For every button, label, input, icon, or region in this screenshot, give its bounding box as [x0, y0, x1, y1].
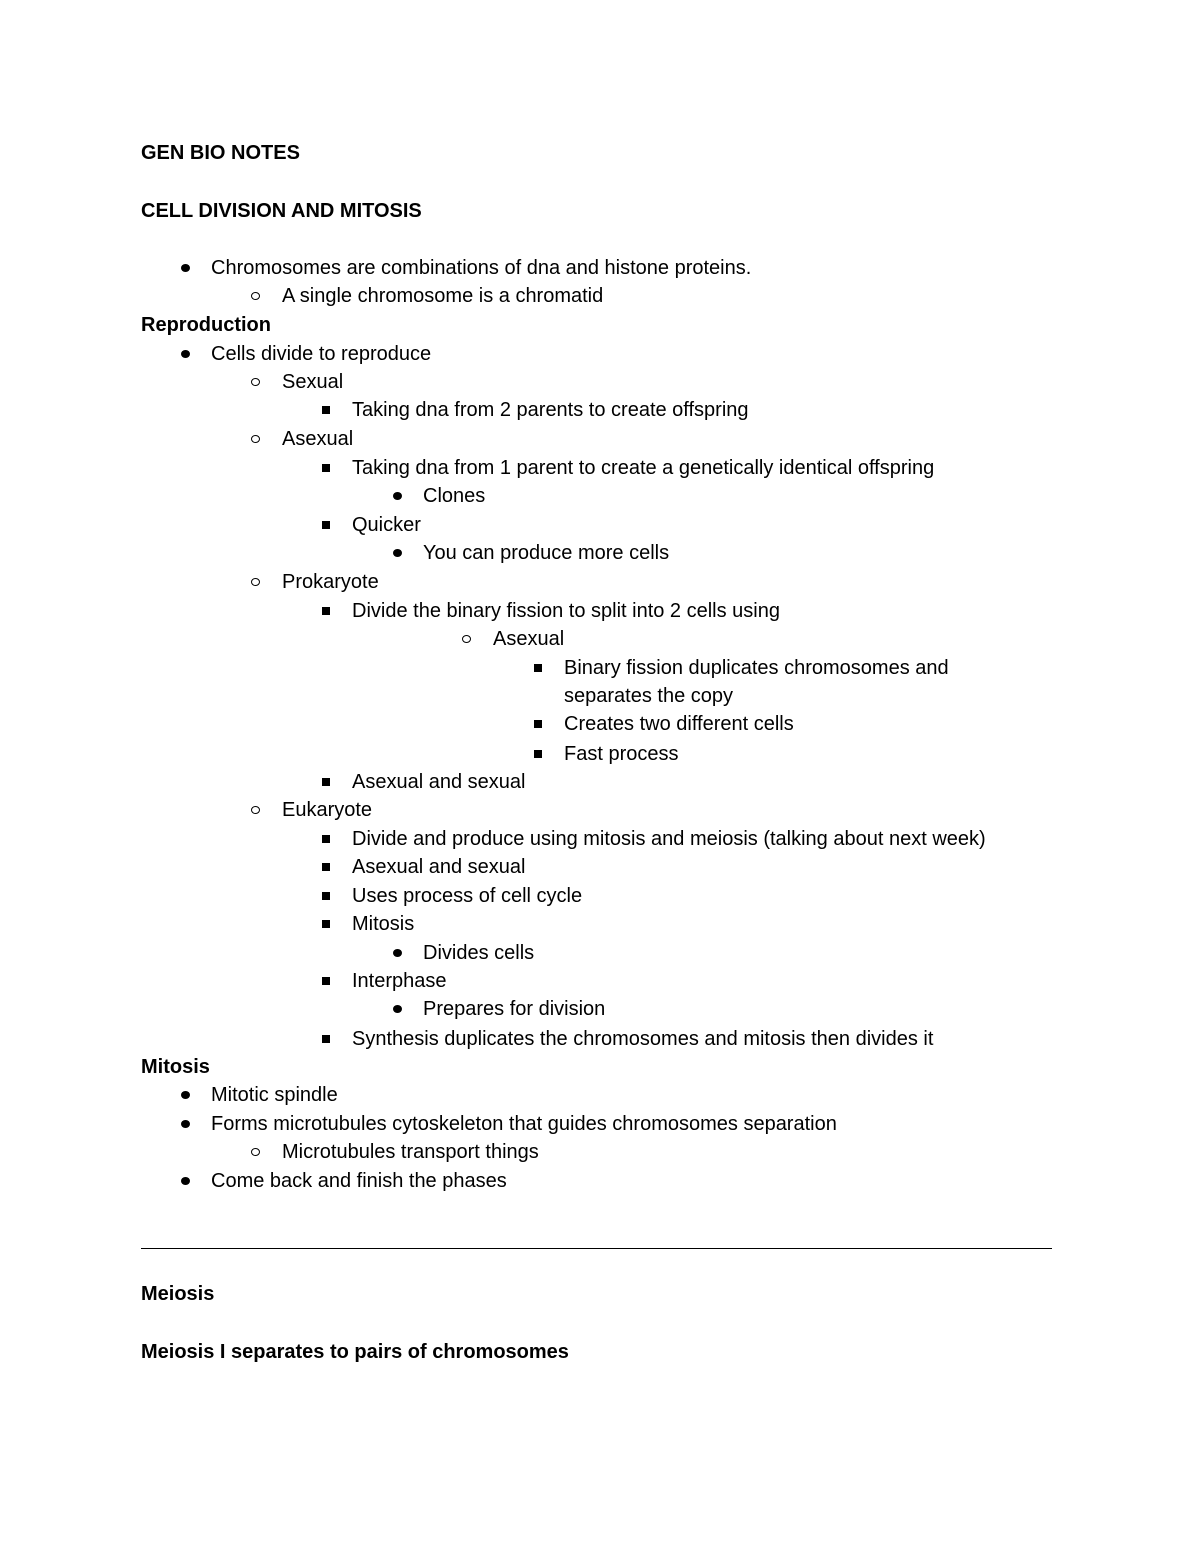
bullet-circle-icon [246, 570, 270, 594]
list-item: Forms microtubules cytoskeleton that guides chromosomes separation [211, 1112, 837, 1136]
bullet-circle-icon [457, 627, 481, 651]
list-item: Mitotic spindle [211, 1083, 338, 1107]
bullet-square-icon [528, 656, 552, 680]
list-item: You can produce more cells [423, 541, 669, 565]
list-item: Taking dna from 2 parents to create offspring [352, 398, 749, 422]
list-item: Uses process of cell cycle [352, 884, 582, 908]
bullet-square-icon [316, 969, 340, 993]
list-item: Creates two different cells [564, 712, 794, 736]
list-item: A single chromosome is a chromatid [282, 284, 603, 308]
list-item: Mitosis [352, 912, 414, 936]
list-item: Divide the binary fission to split into 2 cells using [352, 599, 780, 623]
bullet-disc-icon [175, 1112, 199, 1136]
list-item: Prepares for division [423, 997, 605, 1021]
document-title: GEN BIO NOTES [141, 142, 300, 164]
list-item: Taking dna from 1 parent to create a genetically identical offspring [352, 456, 934, 480]
bullet-disc-icon [175, 256, 199, 280]
list-item: Asexual [282, 427, 353, 451]
list-item: Chromosomes are combinations of dna and histone proteins. [211, 256, 751, 280]
list-item: Quicker [352, 513, 421, 537]
bullet-circle-icon [246, 370, 270, 394]
bullet-square-icon [316, 456, 340, 480]
list-item: Prokaryote [282, 570, 379, 594]
list-item: Asexual and sexual [352, 770, 525, 794]
bullet-square-icon [528, 712, 552, 736]
bullet-square-icon [316, 398, 340, 422]
bullet-disc-icon [175, 1083, 199, 1107]
list-item: Synthesis duplicates the chromosomes and mitosis then divides it [352, 1027, 933, 1051]
list-item: Asexual and sexual [352, 855, 525, 879]
bullet-disc-icon [175, 1169, 199, 1193]
list-item: Clones [423, 484, 485, 508]
list-item: Sexual [282, 370, 343, 394]
bullet-square-icon [316, 599, 340, 623]
bullet-circle-icon [246, 427, 270, 451]
bullet-square-icon [316, 912, 340, 936]
bullet-square-icon [316, 513, 340, 537]
bullet-disc-icon [387, 541, 411, 565]
section-heading-reproduction: Reproduction [141, 314, 271, 336]
bullet-square-icon [316, 1027, 340, 1051]
section-heading-cell-division: CELL DIVISION AND MITOSIS [141, 200, 422, 222]
list-item: Interphase [352, 969, 447, 993]
bullet-disc-icon [175, 342, 199, 366]
bullet-circle-icon [246, 1140, 270, 1164]
list-item: Divides cells [423, 941, 534, 965]
list-item: Microtubules transport things [282, 1140, 539, 1164]
bullet-square-icon [528, 742, 552, 766]
list-item: Cells divide to reproduce [211, 342, 431, 366]
list-item: Binary fission duplicates chromosomes and [564, 656, 949, 680]
list-item: Asexual [493, 627, 564, 651]
bullet-circle-icon [246, 798, 270, 822]
list-item-continuation: separates the copy [564, 685, 733, 707]
bullet-square-icon [316, 884, 340, 908]
bullet-square-icon [316, 770, 340, 794]
bullet-disc-icon [387, 484, 411, 508]
horizontal-divider [141, 1248, 1052, 1249]
section-heading-meiosis: Meiosis [141, 1283, 215, 1305]
bullet-disc-icon [387, 941, 411, 965]
list-item: Come back and finish the phases [211, 1169, 507, 1193]
bullet-square-icon [316, 855, 340, 879]
bullet-circle-icon [246, 284, 270, 308]
list-item: Eukaryote [282, 798, 372, 822]
list-item: Fast process [564, 742, 678, 766]
subheading-meiosis-one: Meiosis I separates to pairs of chromosomes [141, 1341, 569, 1363]
section-heading-mitosis: Mitosis [141, 1056, 210, 1078]
bullet-square-icon [316, 827, 340, 851]
bullet-disc-icon [387, 997, 411, 1021]
list-item: Divide and produce using mitosis and meiosis (talking about next week) [352, 827, 986, 851]
